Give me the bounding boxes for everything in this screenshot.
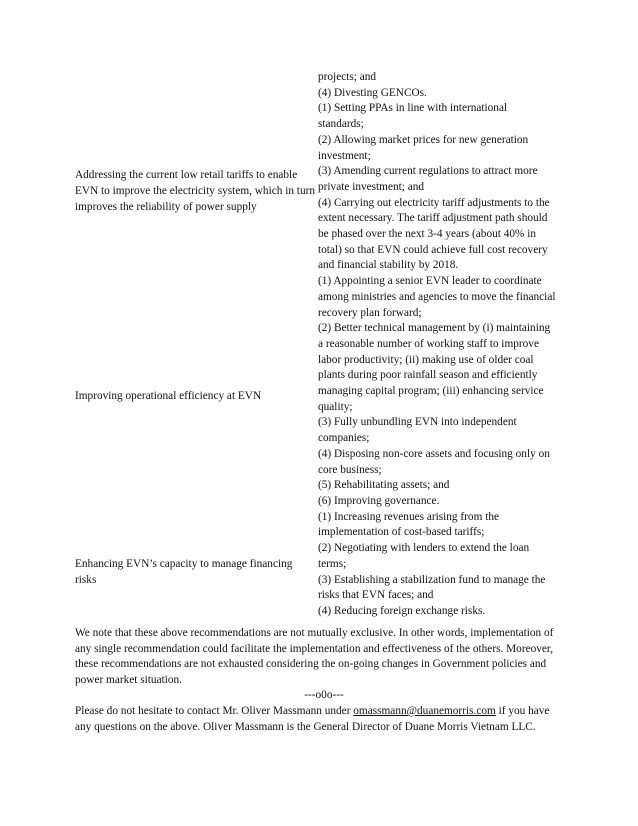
recommendation-line: (2) Better technical management by (i) maintaining [318, 322, 551, 335]
efficiency-label: Improving operational efficiency at EVN [75, 390, 262, 402]
recommendation-line: (3) Fully unbundling EVN into independent [318, 416, 517, 429]
recommendation-line: extent necessary. The tariff adjustment path should [318, 212, 548, 225]
closing-paragraph-line: We note that these above recommendations are not mutually exclusive. In other words, implementation of [75, 627, 554, 639]
financing-label-line1: Enhancing EVN’s capacity to manage financing [75, 558, 293, 570]
recommendation-line: (6) Improving governance. [318, 494, 440, 507]
recommendation-line: (1) Increasing revenues arising from the [318, 510, 499, 523]
recommendation-line: plants during poor rainfall season and efficiently [318, 369, 538, 382]
recommendation-line: quality; [318, 400, 353, 413]
closing-paragraph-line: any single recommendation could facilitate the implementation and effectiveness of the others. Moreover, [75, 642, 554, 655]
recommendation-line: (4) Disposing non-core assets and focusing only on [318, 447, 550, 460]
recommendation-line: (2) Allowing market prices for new generation [318, 133, 529, 146]
contact-line [75, 704, 573, 720]
recommendation-line: implementation of cost-based tariffs; [318, 526, 485, 539]
closing-paragraph-line: these recommendations are not exhausted considering the on-going changes in Government policies and [75, 658, 547, 671]
recommendation-line: standards; [318, 118, 364, 131]
recommendation-line: private investment; and [318, 180, 425, 193]
email-link[interactable]: omassmann@duanemorris.com [353, 704, 496, 717]
tariffs-label-line2: EVN to improve the electricity system, which in turn [75, 185, 316, 197]
recommendation-line: (1) Appointing a senior EVN leader to coordinate [318, 275, 542, 288]
recommendation-line: (4) Reducing foreign exchange risks. [318, 604, 486, 617]
tariffs-label-line1: Addressing the current low retail tariffs to enable [75, 169, 298, 181]
recommendation-line: (4) Divesting GENCOs. [318, 86, 427, 99]
contact-line-2: any questions on the above. Oliver Massmann is the General Director of Duane Morris Vietnam LLC. [75, 720, 536, 733]
recommendation-line: (3) Amending current regulations to attract more [318, 165, 538, 178]
recommendation-line: companies; [318, 432, 370, 445]
recommendation-line: total) so that EVN could achieve full cost recovery [318, 243, 548, 256]
recommendation-line: projects; and [318, 71, 377, 83]
recommendation-line: terms; [318, 557, 347, 570]
contact-text-post: if you have [495, 704, 550, 717]
recommendation-line: (1) Setting PPAs in line with international [318, 102, 508, 115]
recommendation-line: be phased over the next 3-4 years (about 40% in [318, 228, 537, 241]
recommendation-line: core business; [318, 463, 382, 476]
recommendations-column [318, 70, 564, 620]
recommendation-line: managing capital program; (iii) enhancing service [318, 385, 544, 398]
closing-section [75, 626, 573, 735]
recommendation-line: a reasonable number of working staff to improve [318, 337, 539, 350]
recommendation-line: (2) Negotiating with lenders to extend the loan [318, 542, 530, 555]
contact-text-pre: Please do not hesitate to contact Mr. Oliver Massmann under [75, 704, 354, 717]
section-divider: ---o0o--- [304, 689, 344, 702]
recommendation-line: (5) Rehabilitating assets; and [318, 479, 450, 492]
recommendation-line: (3) Establishing a stabilization fund to manage the [318, 573, 546, 586]
recommendation-line: among ministries and agencies to move the financial [318, 290, 556, 303]
recommendation-line: recovery plan forward; [318, 306, 422, 319]
recommendation-line: risks that EVN faces; and [318, 589, 434, 602]
closing-paragraph-line: power market situation. [75, 673, 182, 686]
recommendation-line: (4) Carrying out electricity tariff adjustments to the [318, 196, 550, 209]
recommendation-line: and financial stability by 2018. [318, 259, 459, 272]
financing-label-line2: risks [75, 574, 97, 586]
tariffs-label-line3: improves the reliability of power supply [75, 201, 257, 213]
recommendation-line: investment; [318, 149, 371, 162]
recommendation-line: labor productivity; (ii) making use of older coal [318, 353, 534, 366]
